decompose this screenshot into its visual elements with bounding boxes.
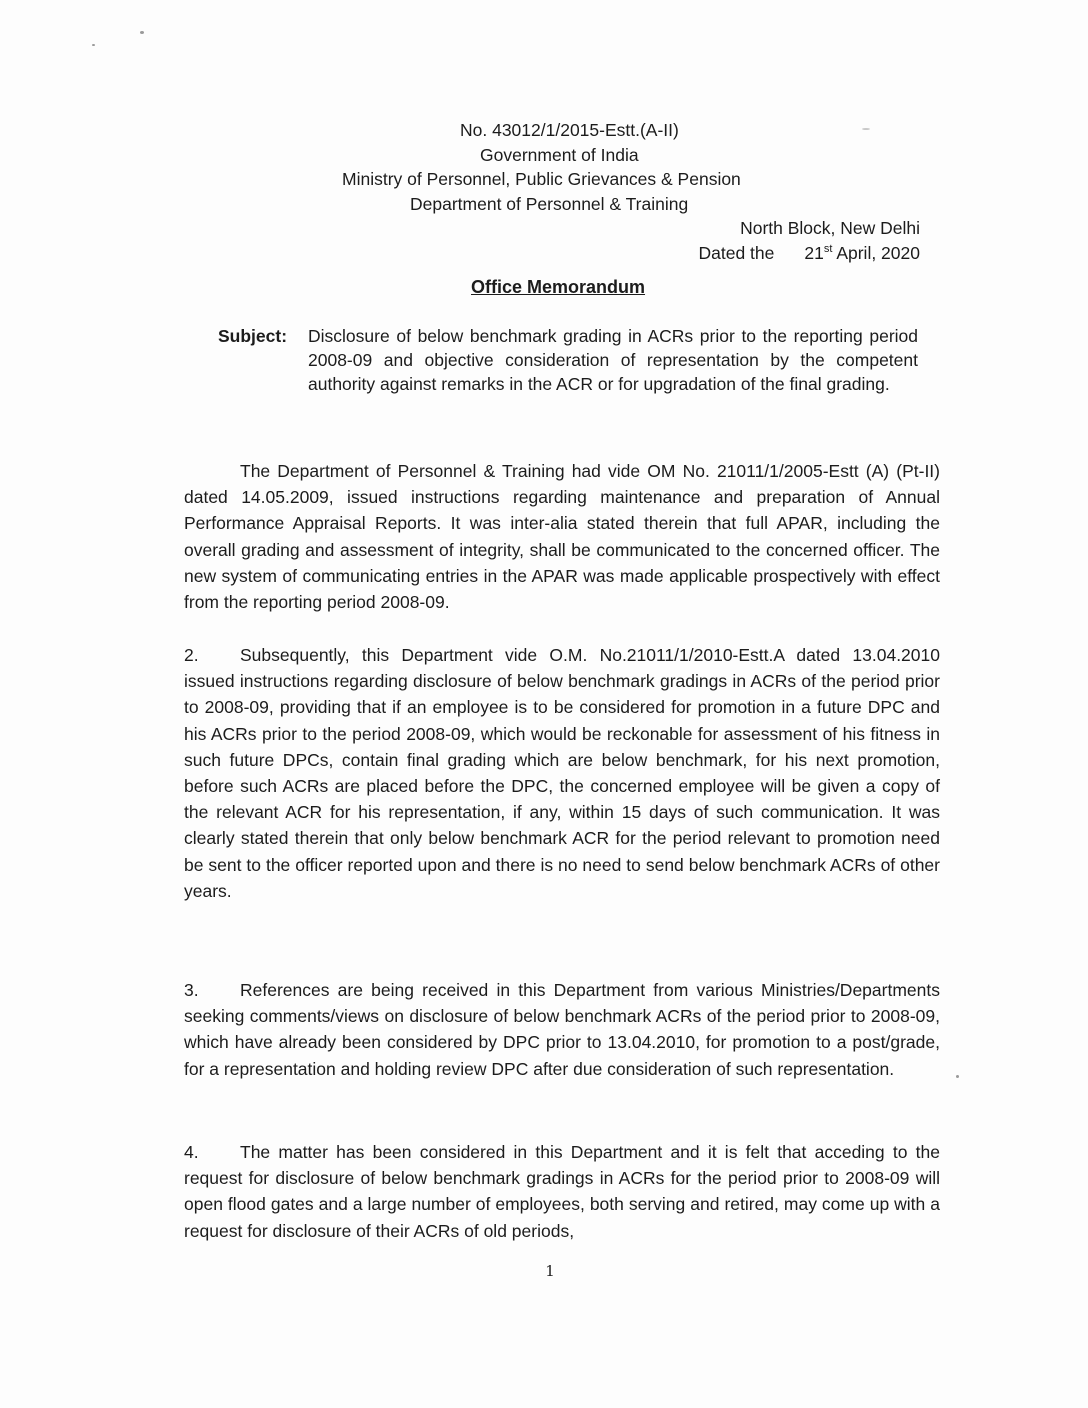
date-prefix: Dated the: [698, 242, 775, 263]
paragraph-1: [184, 458, 940, 615]
letter-header: [340, 118, 920, 265]
paragraph-text: The Department of Personnel & Training had vide OM No. 21011/1/2005-Estt (A) (Pt-II) dated 14.05.2009, issued instructions regarding maintenance and preparation of Annual Performance Appraisal Reports. It was inter-alia stated therein that full APAR, including the overall grading and assessment of integrity, shall be communicated to the concerned officer. The new system of communicating entries in the APAR was made applicable prospectively with effect from the reporting period 2008-09.: [184, 461, 940, 613]
subject-block: [218, 324, 918, 396]
paragraph-4: [184, 1139, 940, 1244]
scan-speck: [956, 1075, 959, 1078]
scan-speck: [92, 44, 95, 46]
subject-label: Subject:: [218, 326, 288, 346]
date-suffix: st: [823, 242, 833, 255]
scan-speck: [140, 31, 144, 34]
paragraph-text: Subsequently, this Department vide O.M. No.21011/1/2010-Estt.A dated 13.04.2010 issued instructions regarding disclosure of below benchmark gradings in ACRs of the period prior to 2008-09, providing that if an employee is to be considered for promotion in a future DPC and his ACRs prior to the period 2008-09, which would be reckonable for assessment of his fitness in such future DPCs, contain final grading which are below benchmark, for his next promotion, before such ACRs are placed before the DPC, the concerned employee will be given a copy of the relevant ACR for his representation, if any, within 15 days of such communication. It was clearly stated therein that only below benchmark ACR for the period relevant to promotion need be sent to the officer reported upon and there is no need to send below benchmark ACRs of other years.: [184, 645, 940, 901]
reference-number: No. 43012/1/2015-Estt.(A-II): [460, 120, 679, 140]
paragraph-text: References are being received in this Department from various Ministries/Departments seeking comments/views on disclosure of below benchmark ACRs of the period prior to 2008-09, which have already been considered by DPC prior to 13.04.2010, for promotion to a post/grade, for a representation and holding review DPC after due consideration of such representation.: [184, 980, 940, 1079]
date-rest: April, 2020: [836, 242, 920, 263]
memo-title: Office Memorandum: [471, 277, 646, 297]
government-line: Government of India: [480, 144, 639, 165]
paragraph-number: 2.: [184, 645, 199, 665]
date-line: [340, 241, 920, 266]
place-line: North Block, New Delhi: [740, 218, 920, 238]
paragraph-number: 3.: [184, 980, 199, 1000]
date-day: 21: [804, 242, 824, 263]
paragraph-3: [184, 977, 940, 1082]
ministry-line: Ministry of Personnel, Public Grievances & Pension: [342, 169, 741, 189]
subject-text: Disclosure of below benchmark grading in ACRs prior to the reporting period 2008-09 and objective consideration of representation by the competent authority against remarks in the ACR or for upgradation of the final grading.: [308, 326, 918, 394]
paragraph-text: The matter has been considered in this Department and it is felt that acceding to the request for disclosure of below benchmark gradings in ACRs for the period prior to 2008-09 will open flood gates and a large number of employees, both serving and retired, may come up with a request for disclosure of their ACRs of old periods,: [184, 1142, 940, 1241]
paragraph-2: [184, 642, 940, 904]
page-number: 1: [545, 1262, 555, 1280]
department-line: Department of Personnel & Training: [410, 193, 689, 214]
paragraph-number: 4.: [184, 1142, 199, 1162]
